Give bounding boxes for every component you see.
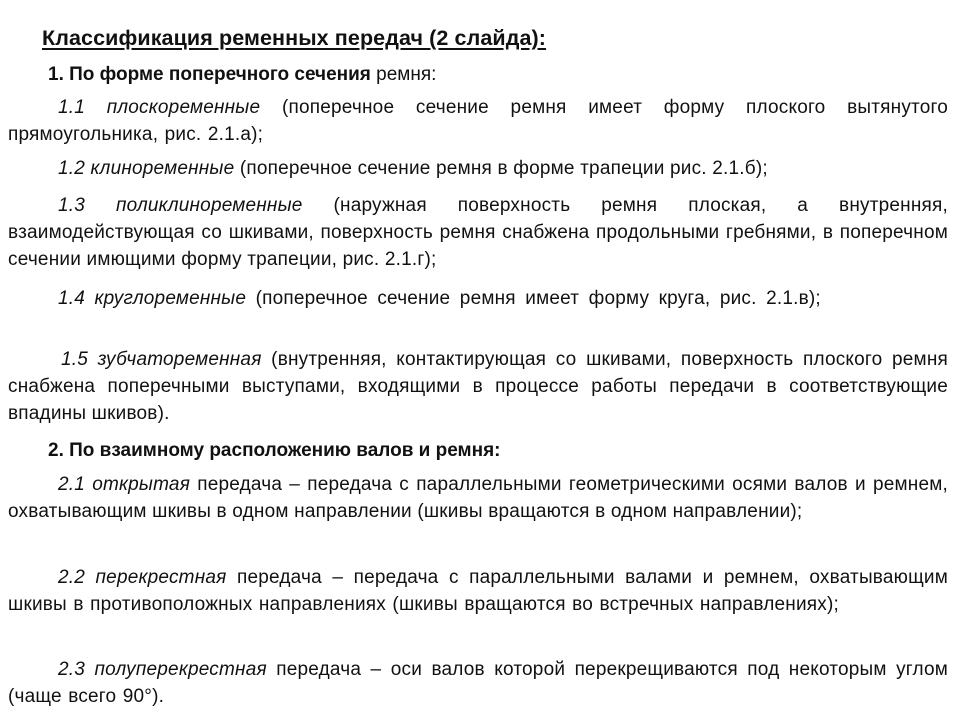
item-text: (поперечное сечение ремня имеет форму плоского вытянутого прямоугольника, рис. 2.1.а); — [8, 97, 948, 145]
section-2-heading — [48, 440, 501, 462]
list-item-1-2 — [8, 155, 948, 182]
list-item-2-1 — [8, 471, 948, 525]
item-term: плоскоременные — [106, 97, 261, 118]
item-term: поликлиноременные — [115, 195, 303, 216]
section-1-heading-bold: 1. По форме поперечного сечения — [48, 64, 371, 85]
item-number: 2.2 — [58, 567, 86, 588]
item-text: передача – передача с параллельными геометрическими осями валов и ремнем, охватывающим шкивы в одном направлении (шкивы вращаются в одном направлении); — [8, 474, 948, 522]
list-item-1-3 — [8, 192, 948, 273]
item-term: открытая — [92, 474, 191, 495]
slide-title: Классификация ременных передач (2 слайда): — [42, 26, 547, 50]
item-term: зубчатоременная — [97, 349, 262, 370]
item-text: (поперечное сечение ремня имеет форму круга, рис. 2.1.в); — [255, 288, 821, 309]
item-term: клиноременные — [90, 158, 235, 179]
list-item-2-3 — [8, 656, 948, 710]
list-item-1-1 — [8, 94, 948, 148]
item-text: передача – оси валов которой перекрещиваются под некоторым углом (чаще всего 90°). — [8, 659, 949, 707]
list-item-1-4 — [8, 285, 948, 312]
item-number: 2.1 — [58, 474, 86, 495]
item-term: круглоременные — [94, 288, 247, 309]
item-text: (поперечное сечение ремня в форме трапеции рис. 2.1.б); — [239, 158, 768, 179]
section-2-heading-bold: 2. По взаимному расположению валов и ремня: — [48, 440, 501, 461]
section-1-heading-rest: ремня: — [376, 64, 437, 85]
list-item-1-5 — [8, 346, 948, 427]
item-text: (внутренняя, контактирующая со шкивами, поверхность плоского ремня снабжена поперечными выступами, входящими в процессе работы передачи в соответствующие впадины шкивов). — [8, 349, 949, 424]
section-1-heading — [48, 64, 436, 86]
item-number: 2.3 — [58, 659, 86, 680]
item-number: 1.3 — [58, 195, 86, 216]
item-text: передача – передача с параллельными валами и ремнем, охватывающим шкивы в противоположных направлениях (шкивы вращаются во встречных направлениях); — [8, 567, 949, 615]
item-term: перекрестная — [95, 567, 227, 588]
item-number: 1.5 — [61, 349, 89, 370]
item-number: 1.2 — [58, 158, 86, 179]
item-text: (наружная поверхность ремня плоская, а внутренняя, взаимодействующая со шкивами, поверхность ремня снабжена продольными гребнями, в поперечном сечении имющими форму трапеции, рис. 2.1.г); — [8, 195, 948, 270]
item-number: 1.1 — [58, 97, 86, 118]
item-term: полуперекрестная — [94, 659, 267, 680]
list-item-2-2 — [8, 564, 948, 618]
item-number: 1.4 — [58, 288, 86, 309]
